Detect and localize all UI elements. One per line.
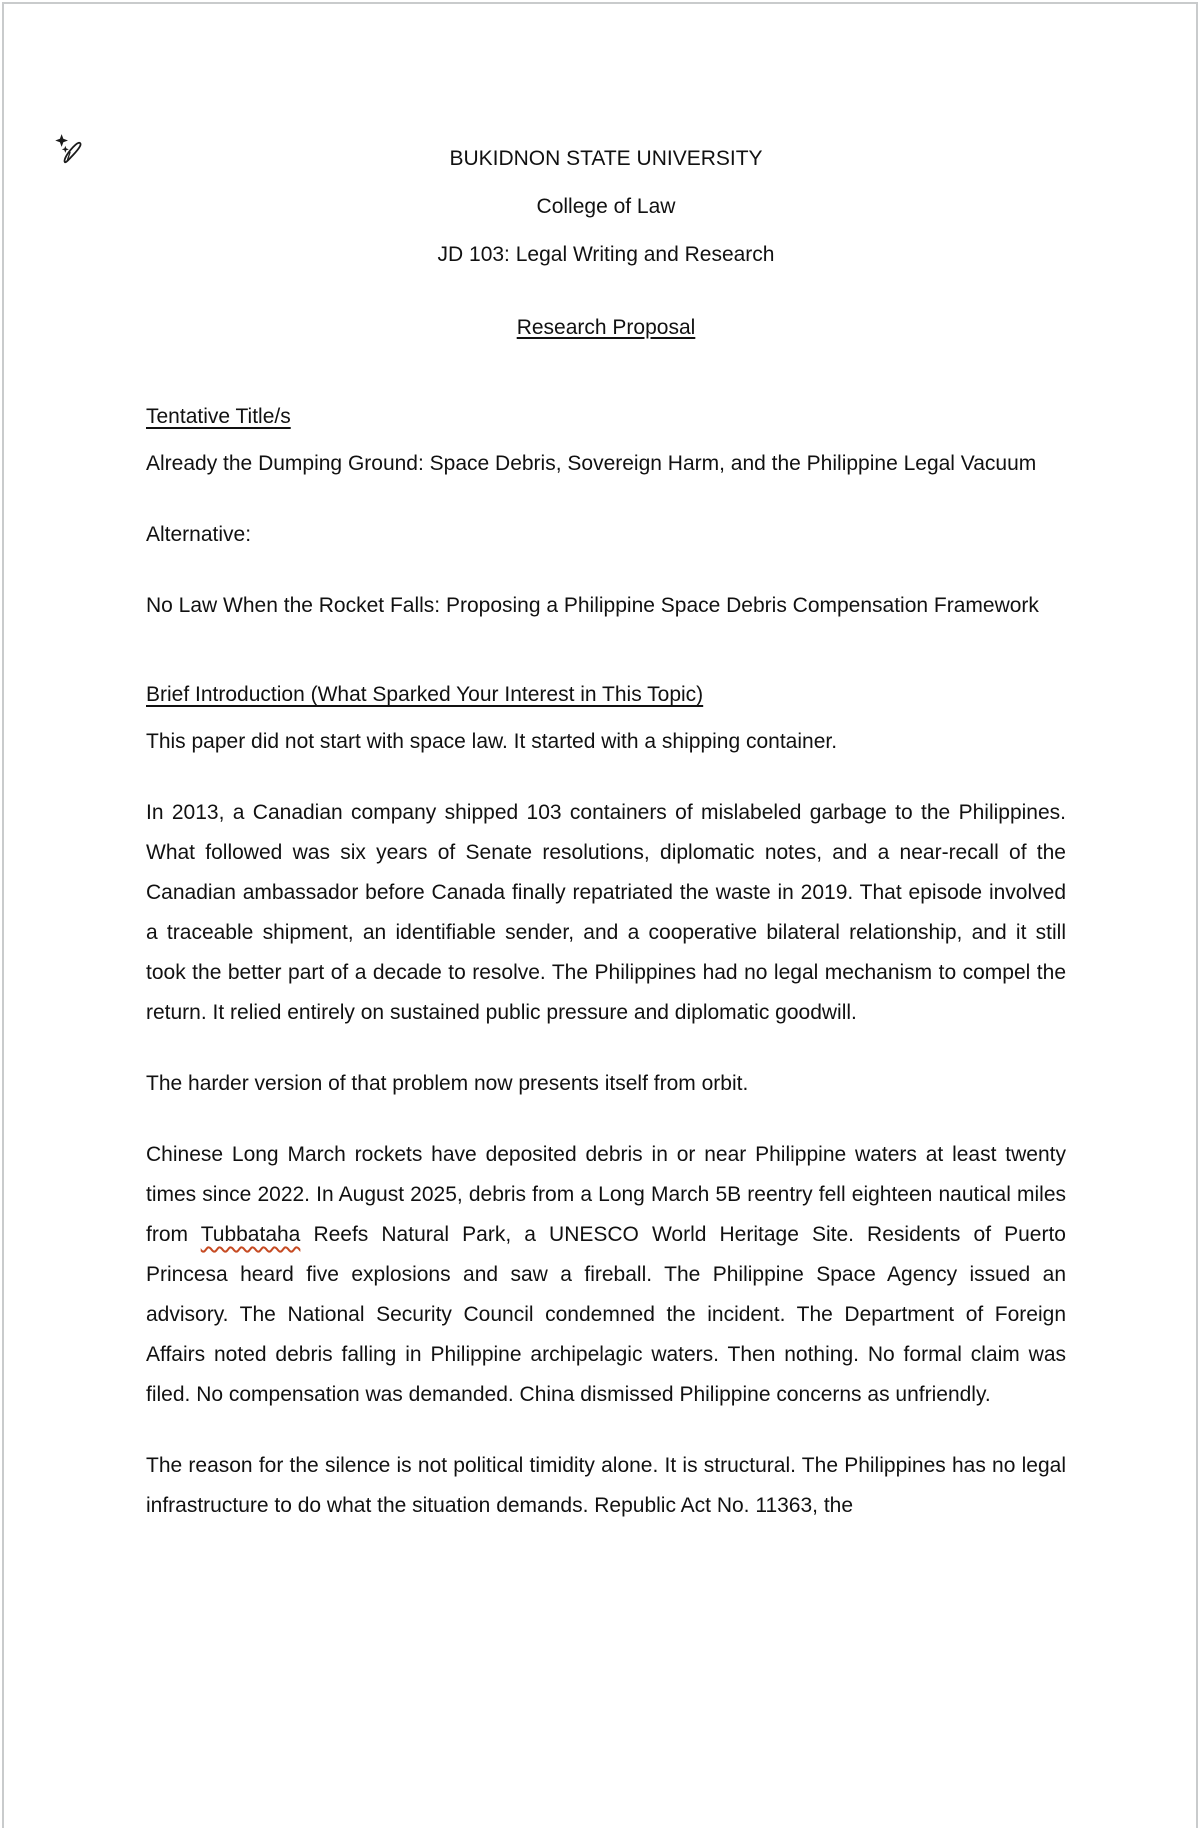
- alternative-label: Alternative:: [146, 523, 252, 546]
- alternative-title-text: No Law When the Rocket Falls: Proposing a Philippine Space Debris Compensation Framework: [146, 594, 1039, 617]
- intro-paragraph-4: [146, 1135, 1066, 1415]
- course-title: JD 103: Legal Writing and Research: [437, 243, 775, 266]
- intro-paragraph-1: This paper did not start with space law. It started with a shipping container.: [146, 730, 838, 753]
- misspelled-word: Tubbataha: [200, 1223, 301, 1246]
- main-title-text: Already the Dumping Ground: Space Debris, Sovereign Harm, and the Philippine Legal Vacuum: [146, 452, 1037, 475]
- intro-paragraph-5: The reason for the silence is not political timidity alone. It is structural. The Philippines has no legal infrastructure to do what the situation demands. Republic Act No. 11363, the: [146, 1454, 1066, 1517]
- paragraph-text-segment: Reefs Natural Park, a UNESCO World Heritage Site. Residents of Puerto Princesa heard five explosions and saw a fireball. The Philippine Space Agency issued an advisory. The National Security Council condemned the incident. The Department of Foreign Affairs noted debris falling in Philippine archipelagic waters. Then nothing. No formal claim was filed. No compensation was demanded. China dismissed Philippine concerns as unfriendly.: [146, 1223, 1066, 1406]
- intro-paragraph-3: The harder version of that problem now presents itself from orbit.: [146, 1072, 749, 1095]
- section-heading-tentative-titles: Tentative Title/s: [146, 405, 291, 428]
- ai-pen-icon: [52, 132, 84, 166]
- document-page: [2, 2, 1198, 1828]
- college-name: College of Law: [536, 195, 676, 218]
- section-heading-brief-introduction: Brief Introduction (What Sparked Your Interest in This Topic): [146, 683, 704, 706]
- university-name: BUKIDNON STATE UNIVERSITY: [449, 147, 763, 170]
- document-title: Research Proposal: [516, 316, 696, 339]
- document-content: [146, 4, 1066, 1557]
- pen-with-sparkles-icon: [52, 132, 84, 166]
- intro-paragraph-2: In 2013, a Canadian company shipped 103 containers of mislabeled garbage to the Philippines. What followed was six years of Senate resolutions, diplomatic notes, and a near-recall of the Canadian ambassador before Canada finally repatriated the waste in 2019. That episode involved a traceable shipment, an identifiable sender, and a cooperative bilateral relationship, and it still took the better part of a decade to resolve. The Philippines had no legal mechanism to compel the return. It relied entirely on sustained public pressure and diplomatic goodwill.: [146, 801, 1066, 1024]
- paragraph-text-segment: Chinese Long March rockets have deposited debris in or near Philippine waters at least twenty times since 2022. In August 2025, debris from a Long March 5B reentry fell eighteen nautical miles from: [146, 1143, 1066, 1246]
